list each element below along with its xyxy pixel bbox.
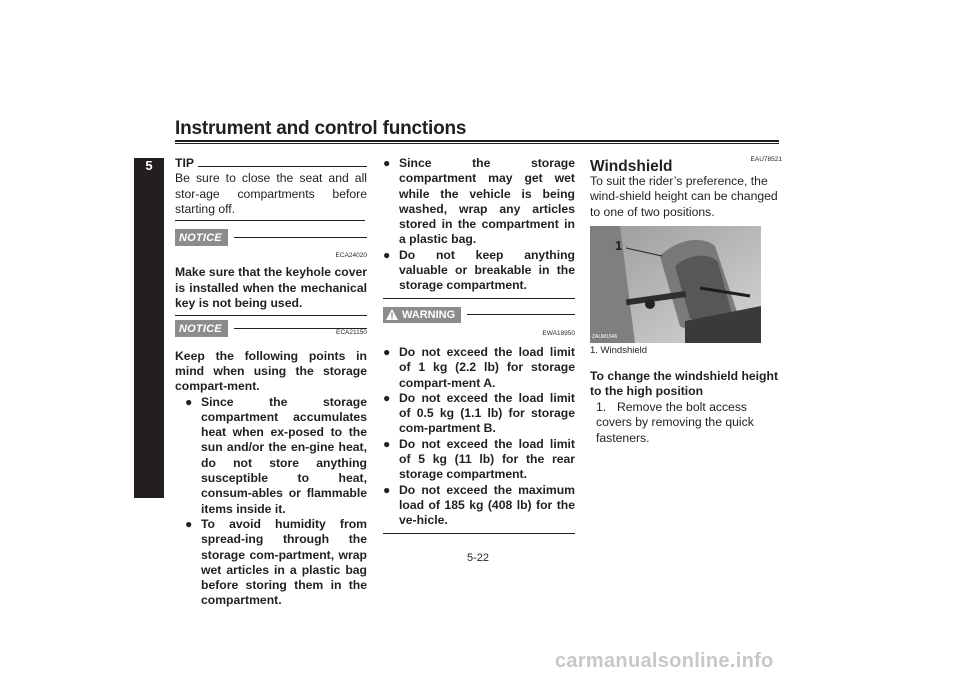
list-item: ● Do not exceed the load limit of 0.5 kg (1.1 lb) for storage com-partment B. (383, 390, 575, 436)
windshield-figure (590, 226, 761, 343)
bullet-icon: ● (383, 482, 391, 497)
list-item: ● Since the storage compartment may get wet while the vehicle is being washed, wrap any articles stored in the compartment in a plastic bag. (383, 156, 575, 247)
left-column (175, 156, 367, 609)
chapter-tab-number: 5 (145, 158, 153, 173)
notice-code: ECA24020 (335, 252, 367, 260)
section-intro: To suit the rider’s preference, the wind-shield height can be changed to one of two positions. (590, 174, 778, 219)
warning-icon (386, 309, 398, 320)
list-item: ● Since the storage compartment accumulates heat when ex-posed to the sun and/or the en-gine heat, do not store anything susceptible to heat, consum-ables or flammable items inside it. (185, 394, 367, 516)
tip-rule (198, 166, 367, 167)
notice-code: ECA21150 (336, 329, 367, 337)
figure-code: ZAUM1646 (592, 334, 618, 340)
notice-label: NOTICE (175, 320, 228, 337)
list-item: ● Do not exceed the load limit of 1 kg (2.2 lb) for storage compart-ment A. (383, 344, 575, 390)
divider (383, 298, 575, 299)
figure-caption: 1. Windshield (590, 345, 648, 356)
notice-text: Keep the following points in mind when using the storage compart-ment. (175, 348, 367, 394)
bullet-icon: ● (383, 344, 391, 359)
bullet-icon: ● (383, 247, 391, 262)
section-title: Windshield (590, 158, 673, 175)
warning-label: WARNING (383, 307, 461, 323)
bullet-icon: ● (185, 394, 193, 409)
notice-end-rule (175, 315, 367, 316)
tip-end-rule (175, 220, 365, 221)
warning-rule (467, 314, 575, 315)
list-item: ● Do not keep anything valuable or breakable in the storage compartment. (383, 247, 575, 293)
step (596, 400, 782, 446)
warning-code: EWA18950 (542, 329, 575, 337)
chapter-tab (134, 158, 164, 498)
page-number: 5-22 (467, 552, 490, 564)
tip-text: Be sure to close the seat and all stor-age compartments before starting off. (175, 171, 367, 216)
middle-column (383, 156, 575, 534)
header-rule (175, 140, 779, 142)
notice-rule (234, 237, 367, 238)
warning-end-rule (383, 533, 575, 534)
bullet-icon: ● (185, 516, 193, 531)
notice-text: Make sure that the keyhole cover is installed when the mechanical key is not being used. (175, 265, 367, 311)
watermark: carmanualsonline.info (555, 650, 774, 672)
notice-label: NOTICE (175, 229, 228, 246)
tip-heading: TIP (175, 156, 194, 170)
bullet-icon: ● (383, 156, 391, 170)
bullet-icon: ● (383, 436, 391, 451)
step-text: Remove the bolt access covers by removing the quick fasteners. (596, 400, 754, 445)
subheading: To change the windshield height to the high position (590, 369, 779, 399)
header-rule-thin (175, 143, 779, 144)
list-item: ● Do not exceed the load limit of 5 kg (11 lb) for the rear storage compartment. (383, 436, 575, 482)
section-code: EAU78521 (750, 156, 782, 163)
bullet-icon: ● (383, 390, 391, 405)
list-item: ● Do not exceed the maximum load of 185 kg (408 lb) for the ve-hicle. (383, 482, 575, 528)
figure-callout: 1 (615, 238, 623, 253)
page-header-title: Instrument and control functions (175, 118, 467, 139)
step-number: 1. (596, 400, 607, 414)
list-item: ● To avoid humidity from spread-ing through the storage com-partment, wrap wet articles in a plastic bag before storing them in the compartment. (185, 516, 367, 608)
